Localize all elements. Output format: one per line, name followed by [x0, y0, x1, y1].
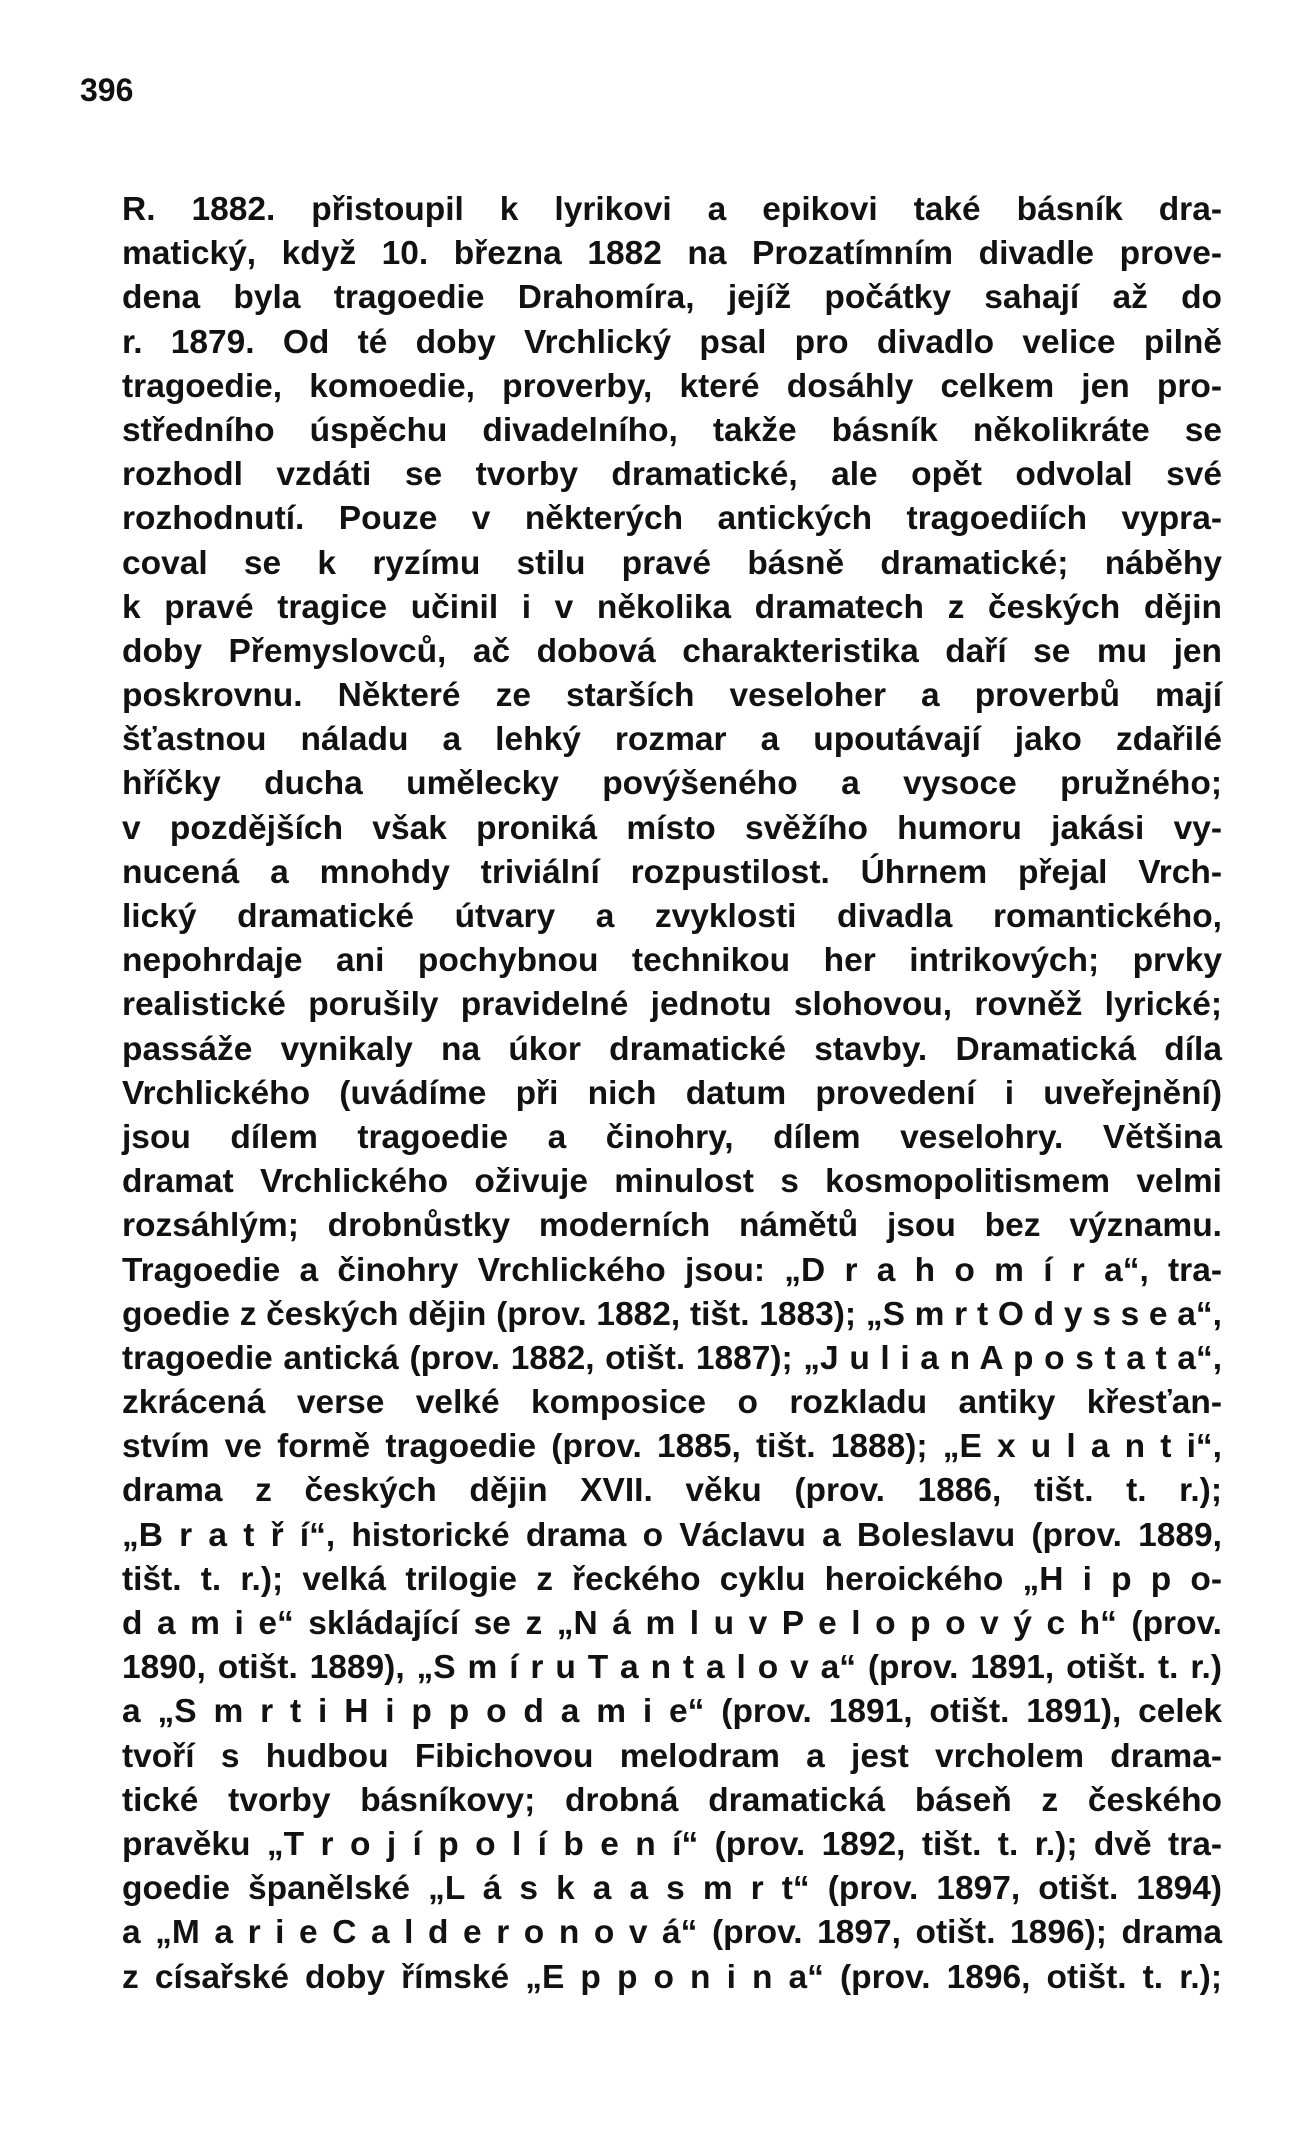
text-line: jsou dílem tragoedie a činohry, dílem veselohry. Většina	[122, 1118, 1222, 1156]
text-line: realistické porušily pravidelné jednotu slohovou, rovněž lyrické;	[122, 986, 1222, 1024]
text-line: dena byla tragoedie Drahomíra, jejíž počátky sahají až do	[122, 279, 1222, 317]
text-line: k pravé tragice učinil i v několika dramatech z českých dějin	[122, 588, 1222, 626]
text-line: Vrchlického (uvádíme při nich datum provedení i uveřejnění)	[122, 1074, 1222, 1112]
text-line: pravěku „T r o j í p o l í b e n í“ (prov. 1892, tišt. t. r.); dvě tra-	[122, 1825, 1222, 1863]
text-line: středního úspěchu divadelního, takže básník několikráte se	[122, 411, 1222, 449]
text-line: goedie španělské „L á s k a a s m r t“ (prov. 1897, otišt. 1894)	[122, 1870, 1222, 1908]
text-line: rozhodnutí. Pouze v některých antických tragoediích vypra-	[122, 500, 1222, 538]
text-line: matický, když 10. března 1882 na Prozatímním divadle prove-	[122, 235, 1222, 273]
text-line: r. 1879. Od té doby Vrchlický psal pro divadlo velice pilně	[122, 323, 1222, 361]
text-line: poskrovnu. Některé ze starších veseloher a proverbů mají	[122, 677, 1222, 715]
text-line: tragoedie, komoedie, proverby, které dosáhly celkem jen pro-	[122, 367, 1222, 405]
body-paragraph	[122, 188, 1222, 2000]
text-line: nucená a mnohdy triviální rozpustilost. Úhrnem přejal Vrch-	[122, 853, 1222, 891]
text-line: doby Přemyslovců, ač dobová charakteristika daří se mu jen	[122, 632, 1222, 670]
page-number: 396	[80, 72, 134, 108]
text-line: z císařské doby římské „E p p o n i n a“ (prov. 1896, otišt. t. r.);	[122, 1958, 1222, 1996]
text-line: tragoedie antická (prov. 1882, otišt. 1887); „J u l i a n A p o s t a t a“,	[122, 1339, 1222, 1377]
text-line: R. 1882. přistoupil k lyrikovi a epikovi také básník dra-	[122, 191, 1222, 228]
text-line: rozhodl vzdáti se tvorby dramatické, ale opět odvolal své	[122, 456, 1222, 494]
text-line: a „S m r t i H i p p o d a m i e“ (prov. 1891, otišt. 1891), celek	[122, 1693, 1222, 1731]
text-line: Tragoedie a činohry Vrchlického jsou: „D r a h o m í r a“, tra-	[122, 1251, 1222, 1289]
text-line: „B r a t ř í“, historické drama o Václavu a Boleslavu (prov. 1889,	[122, 1516, 1222, 1554]
text-line: hříčky ducha umělecky povýšeného a vysoce pružného;	[122, 765, 1222, 803]
text-line: a „M a r i e C a l d e r o n o v á“ (prov. 1897, otišt. 1896); drama	[122, 1914, 1222, 1952]
text-line: dramat Vrchlického oživuje minulost s kosmopolitismem velmi	[122, 1163, 1222, 1201]
text-line: d a m i e“ skládající se z „N á m l u v P e l o p o v ý c h“ (prov.	[122, 1605, 1222, 1642]
text-line: lický dramatické útvary a zvyklosti divadla romantického,	[122, 898, 1222, 935]
text-line: tické tvorby básníkovy; drobná dramatická báseň z českého	[122, 1781, 1222, 1819]
text-line: tvoří s hudbou Fibichovou melodram a jest vrcholem drama-	[122, 1737, 1222, 1775]
text-line: coval se k ryzímu stilu pravé básně dramatické; náběhy	[122, 544, 1222, 582]
text-line: goedie z českých dějin (prov. 1882, tišt. 1883); „S m r t O d y s s e a“,	[122, 1295, 1222, 1333]
text-line: šťastnou náladu a lehký rozmar a upoutávají jako zdařilé	[122, 721, 1222, 759]
text-line: passáže vynikaly na úkor dramatické stavby. Dramatická díla	[122, 1030, 1222, 1068]
text-line: tišt. t. r.); velká trilogie z řeckého cyklu heroického „H i p p o-	[122, 1560, 1222, 1598]
text-line: zkrácená verse velké komposice o rozkladu antiky křesťan-	[122, 1384, 1222, 1422]
text-line: rozsáhlým; drobnůstky moderních námětů jsou bez významu.	[122, 1207, 1222, 1245]
text-line: stvím ve formě tragoedie (prov. 1885, tišt. 1888); „E x u l a n t i“,	[122, 1428, 1222, 1466]
text-line: nepohrdaje ani pochybnou technikou her intrikových; prvky	[122, 942, 1222, 980]
text-line: v pozdějších však proniká místo svěžího humoru jakási vy-	[122, 809, 1222, 847]
text-line: drama z českých dějin XVII. věku (prov. 1886, tišt. t. r.);	[122, 1472, 1222, 1510]
text-line: 1890, otišt. 1889), „S m í r u T a n t a l o v a“ (prov. 1891, otišt. t. r.)	[122, 1649, 1222, 1687]
